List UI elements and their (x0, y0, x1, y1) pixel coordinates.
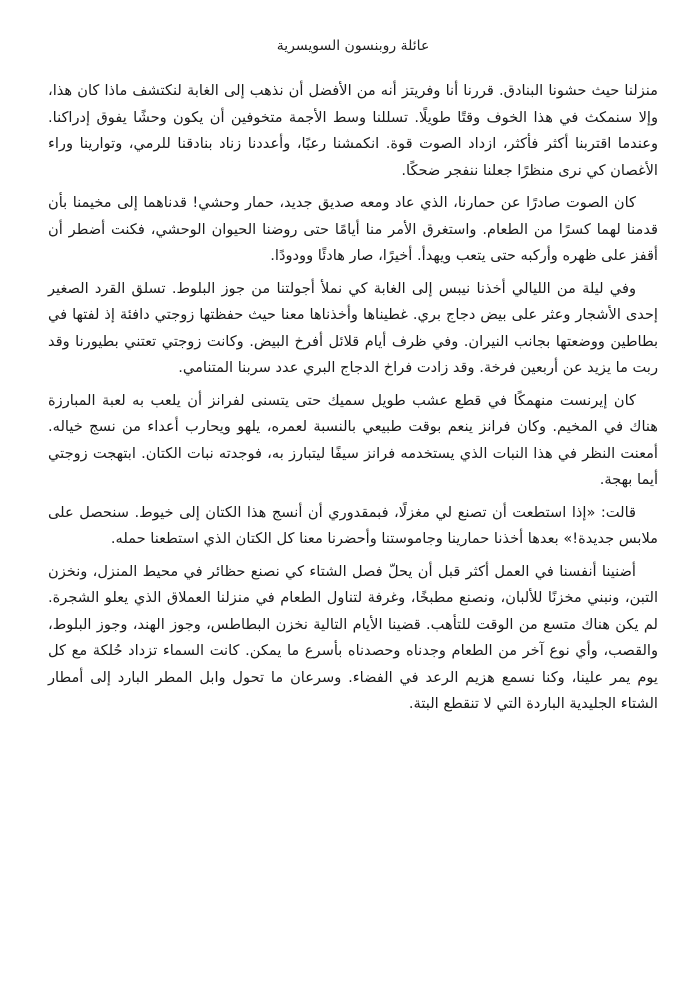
paragraph-1: منزلنا حيث حشونا البنادق. قررنا أنا وفريتز أنه من الأفضل أن نذهب إلى الغابة لنكتشف ماذا كان هذا، وإلا سنمكث في هذا الخوف وقتًا طويلًا. تسللنا وسط الأجمة متخوفين أن يكون وحشًا يفوق إدراكنا. وعندما اقتربنا أكثر فأكثر، ازداد الصوت قوة. انكمشنا رعبًا، وأعددنا زناد بنادقنا للرمي، وتوارينا وراء الأغصان كي نرى منظرًا جعلنا ننفجر ضحكًا. (48, 82, 658, 179)
paragraph-2: كان الصوت صادرًا عن حمارنا، الذي عاد ومعه صديق جديد، حمار وحشي! قدناهما إلى مخيمنا بأن قدمنا لهما كسرًا من الطعام. واستغرق الأمر منا أيامًا حتى روضنا الحيوان الوحشي، فكنت أضطر أن أقفز على ظهره وأركبه حتى يتعب ويهدأ. أخيرًا، صار هادئًا وودودًا. (48, 194, 658, 264)
running-header-title: عائلة روبنسون السويسرية (276, 38, 430, 54)
paragraph-4: كان إيرنست منهمكًا في قطع عشب طويل سميك حتى يتسنى لفرانز أن يلعب به لعبة المبارزة هناك في المخيم. وكان فرانز ينعم بوقت طبيعي بالنسبة لعمره، يلهو ويحارب أعداء من نسج خياله. أمعنت النظر في هذا النبات الذي يستخدمه فرانز سيفًا ليتبارز به، فوجدته نبات الكتان. ابتهجت زوجتي أيما بهجة. (48, 391, 658, 488)
paragraph-3: وفي ليلة من الليالي أخذنا نيبس إلى الغابة كي نملأ أجولتنا من جوز البلوط. تسلق القرد الصغير إحدى الأشجار وعثر على بيض دجاج بري. غطيناها وأخذناها معنا حيث حفظتها زوجتي دافئة إذ لفتها في بطاطين ووضعتها بجانب النيران. وفي ظرف أيام قلائل أفرخ البيض. وكانت زوجتي تعتني بطيورنا وقد ربت ما يزيد عن أربعين فرخة. وقد زادت فراخ الدجاج البري عدد سربنا المتنامي. (48, 279, 658, 376)
paragraph-6: أضنينا أنفسنا في العمل أكثر قبل أن يحلّ فصل الشتاء كي نصنع حظائر في محيط المنزل، ونخزن التبن، ونبني مخزنًا للألبان، ونصنع مطبخًا، وغرفة لتناول الطعام في منزلنا العملاق الذي يعلو الشجرة. لم يكن هناك متسع من الوقت للتأهب. قضينا الأيام التالية نخزن البطاطس، وجوز الهند، وجوز البلوط، والقصب، وأي نوع آخر من الطعام وجدناه وحصدناه بأسرع ما يمكن. كانت السماء تزداد حُلكة مع كل يوم يمر علينا، وكنا نسمع هزيم الرعد في الفضاء. وسرعان ما تحول وابل المطر البارد إلى أمطار الشتاء الجليدية الباردة التي لا تنقطع البتة. (48, 562, 658, 712)
paragraph-5: قالت: «إذا استطعت أن تصنع لي مغزلًا، فبمقدوري أن أنسج هذا الكتان إلى خيوط. سنحصل على ملابس جديدة!» بعدها أخذنا حمارينا وجاموستنا وأحضرنا معنا كل الكتان الذي استطعنا حمله. (48, 503, 658, 547)
